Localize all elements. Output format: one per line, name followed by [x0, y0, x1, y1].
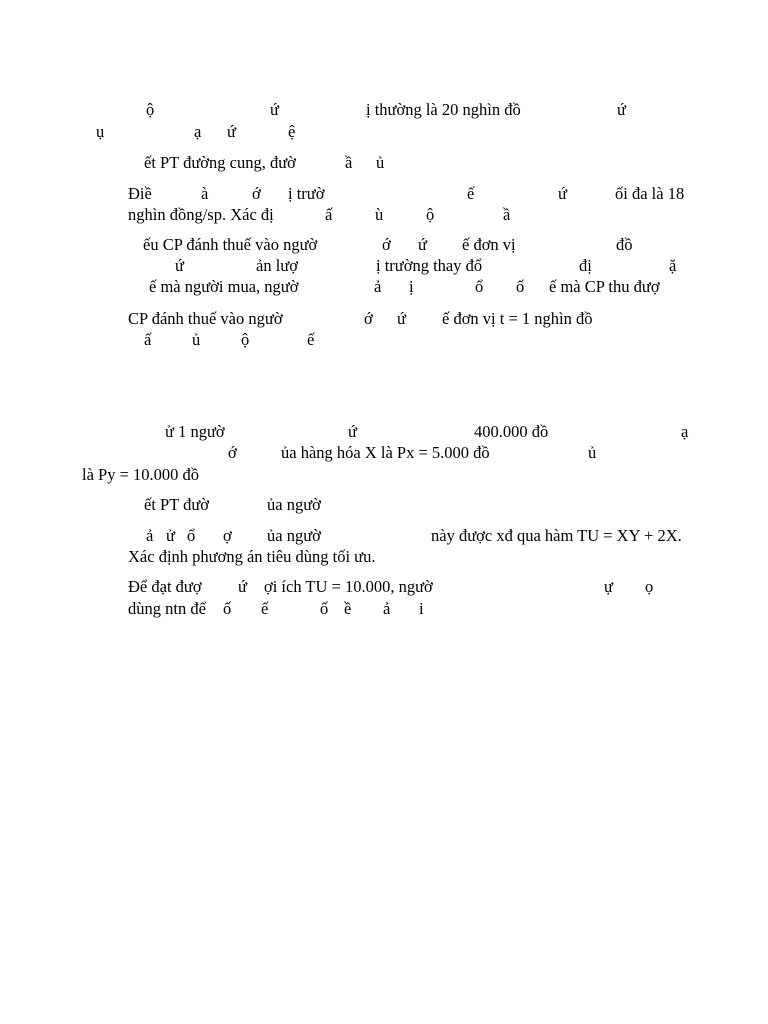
text-fragment: ử 1 ngườ: [165, 422, 225, 441]
text-fragment: ớ: [382, 235, 391, 254]
text-fragment: ế đơn vị: [462, 235, 516, 254]
text-fragment: ố: [516, 277, 525, 296]
text-fragment: ết PT đường cung, đườ: [144, 153, 296, 172]
text-fragment: dùng ntn để: [128, 599, 206, 618]
text-fragment: ủ: [192, 330, 201, 349]
text-fragment: ả: [383, 599, 391, 618]
text-fragment: ấ: [144, 330, 152, 349]
text-fragment: ụ: [96, 122, 105, 141]
text-fragment: ợ: [223, 526, 232, 545]
text-fragment: ấ: [325, 205, 333, 224]
text-fragment: à: [201, 184, 209, 203]
text-line-18: [0, 598, 768, 622]
text-fragment: ố: [223, 599, 232, 618]
text-line-10: [0, 329, 768, 353]
text-line-14: [0, 494, 768, 518]
text-fragment: ứ: [617, 100, 626, 119]
text-line-1: [0, 99, 768, 123]
text-fragment: là Py = 10.000 đồ: [82, 465, 200, 484]
text-fragment: ù: [375, 205, 384, 224]
text-fragment: ối đa là 18: [615, 184, 685, 203]
text-fragment: ổ: [187, 526, 196, 545]
text-fragment: ế: [261, 599, 269, 618]
text-fragment: ớ: [228, 443, 237, 462]
text-fragment: i: [419, 599, 424, 618]
text-fragment: này được xđ qua hàm TU = XY + 2X.: [431, 526, 682, 545]
text-fragment: ạ: [681, 422, 689, 441]
text-fragment: ị thường là 20 nghìn đồ: [366, 100, 521, 119]
text-fragment: ử: [166, 526, 175, 545]
text-fragment: ứ: [397, 309, 406, 328]
text-fragment: ứ: [270, 100, 279, 119]
text-fragment: ếu CP đánh thuế vào ngườ: [143, 235, 318, 254]
text-line-16: [0, 546, 768, 570]
text-fragment: ả: [146, 526, 154, 545]
text-fragment: ố: [320, 599, 329, 618]
text-fragment: ủa hàng hóa X là Px = 5.000 đồ: [281, 443, 490, 462]
text-fragment: ầ: [503, 205, 511, 224]
text-fragment: đị: [579, 256, 592, 275]
text-fragment: ứ: [238, 577, 247, 596]
text-fragment: Để đạt đượ: [128, 577, 202, 596]
text-fragment: ạ: [194, 122, 202, 141]
text-fragment: ớ: [252, 184, 261, 203]
text-fragment: đồ: [616, 235, 633, 254]
text-fragment: ị trườ: [288, 184, 325, 203]
text-fragment: ế: [307, 330, 315, 349]
text-fragment: ợi ích TU = 10.000, ngườ: [264, 577, 433, 596]
text-fragment: ế đơn vị t = 1 nghìn đồ: [442, 309, 593, 328]
text-fragment: ổ: [475, 277, 484, 296]
text-fragment: ầ: [345, 153, 353, 172]
text-fragment: CP đánh thuế vào ngườ: [128, 309, 283, 328]
text-fragment: ản lượ: [256, 256, 298, 275]
text-fragment: ộ: [146, 100, 155, 119]
text-fragment: ộ: [426, 205, 435, 224]
text-fragment: 400.000 đồ: [474, 422, 549, 441]
text-fragment: ứ: [418, 235, 427, 254]
text-fragment: Xác định phương án tiêu dùng tối ưu.: [128, 547, 376, 566]
text-line-13: [0, 464, 768, 488]
text-fragment: ộ: [241, 330, 250, 349]
text-fragment: ế mà CP thu đượ: [549, 277, 660, 296]
text-fragment: ặ: [669, 256, 677, 275]
text-line-8: [0, 276, 768, 300]
text-fragment: ết PT đườ: [144, 495, 210, 514]
text-line-2: [0, 121, 768, 145]
text-fragment: ế mà người mua, ngườ: [149, 277, 299, 296]
text-fragment: ị trường thay đổ: [376, 256, 483, 275]
text-fragment: ớ: [364, 309, 373, 328]
text-fragment: ứ: [227, 122, 236, 141]
text-fragment: ự: [604, 577, 613, 596]
text-line-12: [0, 442, 768, 466]
text-line-17: [0, 576, 768, 600]
text-fragment: ủa ngườ: [267, 495, 321, 514]
text-fragment: nghìn đồng/sp. Xác đị: [128, 205, 274, 224]
text-fragment: ủ: [376, 153, 385, 172]
text-line-5: [0, 204, 768, 228]
text-fragment: ế: [467, 184, 475, 203]
text-fragment: ệ: [288, 122, 296, 141]
text-fragment: ủ: [588, 443, 597, 462]
text-fragment: ứ: [558, 184, 567, 203]
text-fragment: ứ: [348, 422, 357, 441]
text-fragment: ị: [409, 277, 414, 296]
text-fragment: ọ: [645, 577, 654, 596]
text-fragment: Điề: [128, 184, 152, 203]
text-fragment: ề: [344, 599, 352, 618]
text-fragment: ả: [374, 277, 382, 296]
text-fragment: ứ: [175, 256, 184, 275]
text-fragment: ủa ngườ: [267, 526, 321, 545]
text-line-3: [0, 152, 768, 176]
